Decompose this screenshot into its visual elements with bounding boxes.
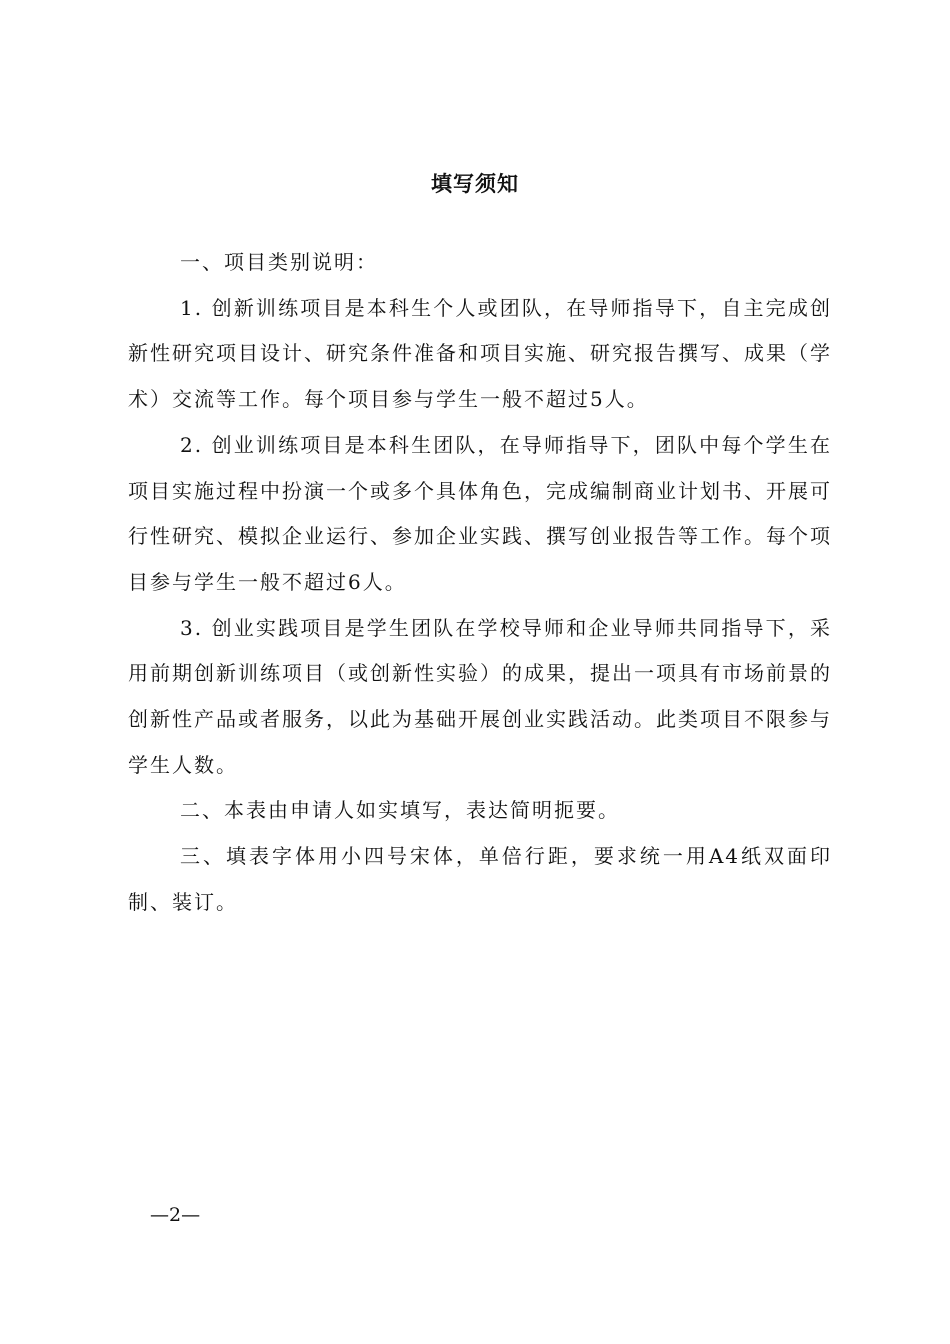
paragraph-format-requirements: 三、填表字体用小四号宋体，单倍行距，要求统一用A4纸双面印制、装订。 xyxy=(128,844,832,914)
paragraph-fill-truthfully: 二、本表由申请人如实填写，表达简明扼要。 xyxy=(180,798,620,823)
page-number: —2— xyxy=(150,1204,201,1226)
paragraph-entrepreneurship-training: 2. 创业训练项目是本科生团队，在导师指导下，团队中每个学生在项目实施过程中扮演一个或多个具体角色，完成编制商业计划书、开展可行性研究、模拟企业运行、参加企业实践、撰写创业报告等工作。每个项目参与学生一般不超过6人。 xyxy=(128,432,832,594)
paragraph-entrepreneurship-practice: 3. 创业实践项目是学生团队在学校导师和企业导师共同指导下，采用前期创新训练项目（或创新性实验）的成果，提出一项具有市场前景的创新性产品或者服务，以此为基础开展创业实践活动。此类项目不限参与学生人数。 xyxy=(128,615,832,777)
paragraph-innovation-training: 1. 创新训练项目是本科生个人或团队，在导师指导下，自主完成创新性研究项目设计、研究条件准备和项目实施、研究报告撰写、成果（学术）交流等工作。每个项目参与学生一般不超过5人。 xyxy=(128,295,832,412)
instructions-body xyxy=(128,240,832,926)
page-title: 填写须知 xyxy=(431,172,519,196)
section-heading-category: 一、项目类别说明： xyxy=(180,250,378,274)
